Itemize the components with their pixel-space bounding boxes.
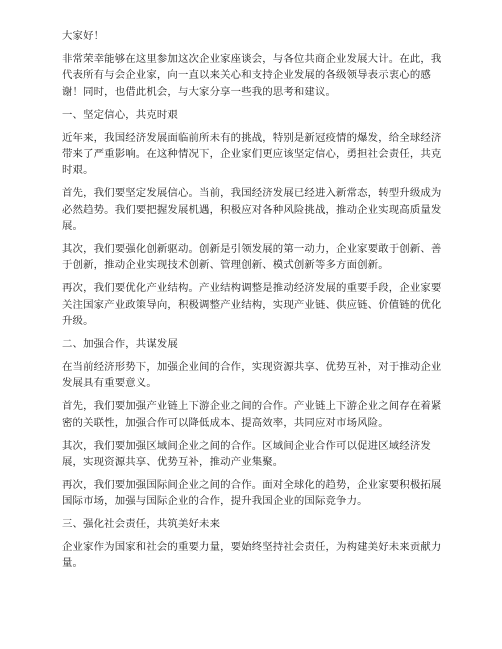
- section-heading-2: 二、加强合作，共谋发展: [62, 338, 178, 350]
- paragraph: 再次，我们要优化产业结构。产业结构调整是推动经济发展的重要手段，企业家要关注国家产业政策导向，积极调整产业结构，实现产业链、供应链、价值链的优化升级。: [62, 282, 442, 328]
- paragraph: 在当前经济形势下，加强企业间的合作，实现资源共享、优势互补，对于推动企业发展具有重要意义。: [62, 360, 442, 390]
- paragraph: 企业家作为国家和社会的重要力量，要始终坚持社会责任，为构建美好未来贡献力量。: [62, 541, 442, 570]
- paragraph: 其次，我们要加强区域间企业之间的合作。区域间企业合作可以促进区域经济发展，实现资源共享、优势互补，推动产业集聚。: [62, 439, 431, 468]
- section-heading-3: 三、强化社会责任，共筑美好未来: [62, 518, 221, 531]
- greeting: 大家好！: [62, 30, 105, 42]
- paragraph: 其次，我们要强化创新驱动。创新是引领发展的第一动力，企业家要敢于创新、善于创新，推动企业实现技术创新、管理创新、模式创新等多方面创新。: [62, 242, 442, 272]
- document-body: [62, 28, 444, 578]
- paragraph: 近年来，我国经济发展面临前所未有的挑战，特别是新冠疫情的爆发，给全球经济带来了严重影响。在这种情况下，企业家们更应该坚定信心，勇担社会责任，共克时艰。: [62, 131, 442, 177]
- paragraph: 首先，我们要加强产业链上下游企业之间的合作。产业链上下游企业之间存在着紧密的关联性，加强合作可以降低成本、提高效率，共同应对市场风险。: [62, 400, 442, 429]
- paragraph: 再次，我们要加强国际间企业之间的合作。面对全球化的趋势，企业家要积极拓展国际市场，加强与国际企业的合作，提升我国企业的国际竞争力。: [62, 478, 442, 508]
- paragraph: 首先，我们要坚定发展信心。当前，我国经济发展已经进入新常态，转型升级成为必然趋势。我们要把握发展机遇，积极应对各种风险挑战，推动企业实现高质量发展。: [62, 187, 442, 233]
- section-heading-1: 一、坚定信心，共克时艰: [62, 108, 178, 121]
- intro-paragraph: 非常荣幸能够在这里参加这次企业家座谈会，与各位共商企业发展大计。在此，我代表所有与会企业家，向一直以来关心和支持企业发展的各级领导表示衷心的感谢！同时，也借此机会，与大家分享一些我的思考和建议。: [62, 52, 442, 98]
